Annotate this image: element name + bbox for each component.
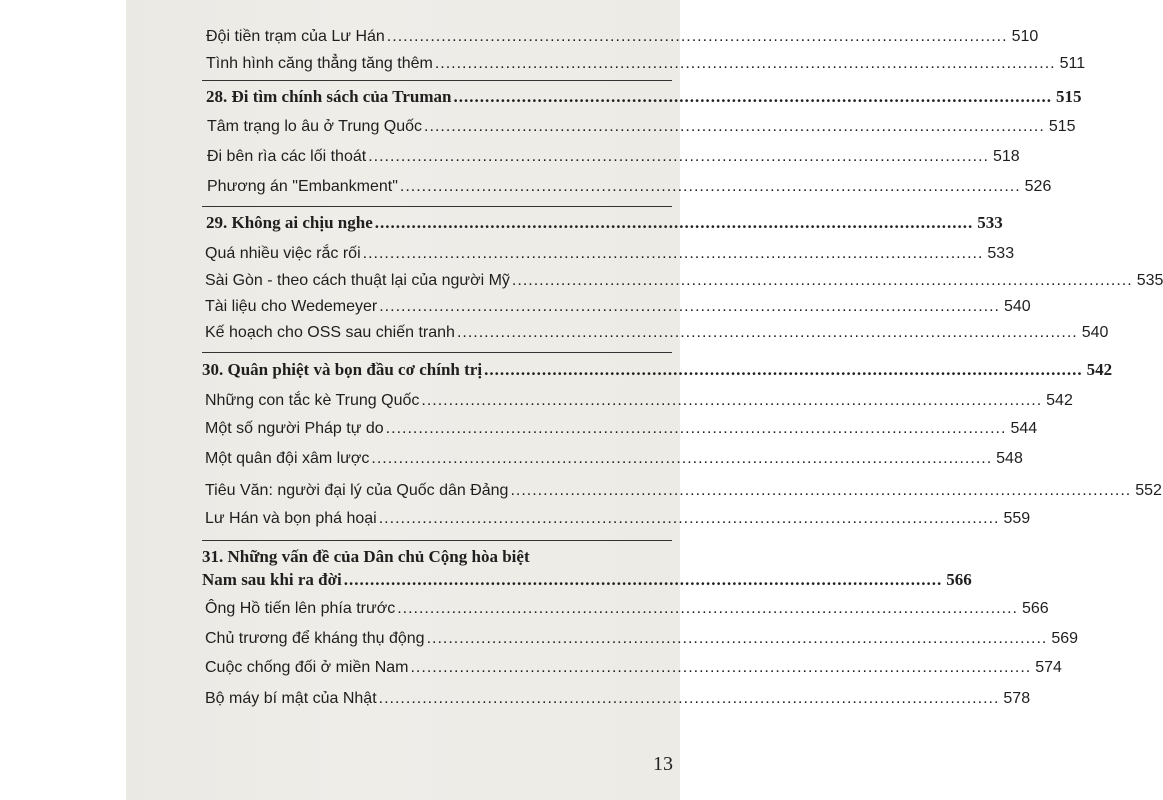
- toc-entry-page: 552: [1135, 482, 1162, 499]
- toc-chapter-title: 29. Không ai chịu nghe: [206, 213, 373, 232]
- toc-leader-dots: ..................................................................................................................: [385, 420, 1007, 437]
- toc-entry-title: Một quân đội xâm lược: [205, 450, 370, 467]
- toc-leader-dots: ..................................................................................................................: [434, 55, 1056, 72]
- toc-leader-dots: ..................................................................................................................: [510, 482, 1132, 499]
- toc-entry-page: 540: [1004, 298, 1031, 315]
- toc-chapter-title: Nam sau khi ra đời: [202, 570, 342, 589]
- toc-entry-title: Cuộc chống đối ở miền Nam: [205, 659, 409, 676]
- toc-entry-title: Lư Hán và bọn phá hoại: [205, 510, 377, 527]
- toc-leader-dots: ..................................................................................................................: [368, 148, 989, 165]
- toc-leader-dots: ..................................................................................................................: [424, 118, 1045, 135]
- toc-entry: [205, 690, 1031, 720]
- toc-leader-dots: ..................................................................................................................: [410, 659, 1032, 676]
- toc-entry-title: Tâm trạng lo âu ở Trung Quốc: [207, 118, 423, 135]
- table-of-contents: [126, 0, 1163, 800]
- toc-entry-page: 515: [1048, 118, 1076, 135]
- toc-chapter: [206, 87, 1082, 117]
- toc-entry-title: Đội tiền trạm của Lư Hán: [206, 28, 385, 45]
- toc-leader-dots: ..................................................................................................................: [456, 324, 1078, 341]
- toc-entry-page: 544: [1010, 420, 1038, 437]
- toc-entry-page: 533: [987, 245, 1015, 262]
- toc-entry-page: 511: [1059, 55, 1086, 72]
- toc-leader-dots: ..................................................................................................................: [397, 600, 1018, 617]
- toc-entry: [205, 420, 1038, 450]
- toc-entry-page: 566: [1021, 600, 1049, 617]
- toc-entry-page: 510: [1011, 28, 1039, 45]
- toc-entry-page: 540: [1081, 324, 1109, 341]
- toc-entry-title: Quá nhiều việc rắc rối: [205, 245, 361, 262]
- toc-entry: [207, 178, 1052, 208]
- toc-entry: [207, 118, 1076, 148]
- toc-leader-dots: ..................................................................................................................: [484, 360, 1083, 379]
- toc-leader-dots: ..................................................................................................................: [378, 510, 1000, 527]
- toc-entry-page: 542: [1046, 392, 1073, 409]
- toc-entry-title: Sài Gòn - theo cách thuật lại của người Mỹ: [205, 272, 510, 289]
- toc-entry-title: Tài liệu cho Wedemeyer: [205, 298, 378, 315]
- book-page: [126, 0, 1163, 800]
- section-divider: [202, 352, 672, 353]
- toc-entry: [205, 450, 1023, 480]
- toc-chapter: [202, 360, 1113, 390]
- toc-chapter: [202, 570, 972, 600]
- toc-entry-page: 574: [1035, 659, 1062, 676]
- toc-chapter: [206, 213, 1003, 243]
- toc-entry: [206, 28, 1039, 58]
- toc-chapter-title: 28. Đi tìm chính sách của Truman: [206, 87, 452, 106]
- toc-leader-dots: ..................................................................................................................: [386, 28, 1008, 45]
- toc-entry-page: 569: [1051, 630, 1079, 647]
- toc-leader-dots: ..................................................................................................................: [511, 272, 1133, 289]
- toc-chapter-page: 533: [977, 213, 1003, 232]
- toc-leader-dots: ..................................................................................................................: [374, 213, 974, 232]
- toc-entry-title: Tiêu Văn: người đại lý của Quốc dân Đảng: [205, 482, 509, 499]
- toc-leader-dots: ..................................................................................................................: [371, 450, 993, 467]
- toc-entry: [207, 148, 1020, 178]
- toc-leader-dots: ..................................................................................................................: [378, 690, 1000, 707]
- toc-leader-dots: ..................................................................................................................: [426, 630, 1048, 647]
- toc-entry-title: Phương án "Embankment": [207, 178, 398, 195]
- toc-leader-dots: ..................................................................................................................: [379, 298, 1000, 315]
- toc-entry: [205, 324, 1109, 354]
- toc-entry-page: 559: [1003, 510, 1031, 527]
- toc-leader-dots: ..................................................................................................................: [343, 570, 943, 589]
- toc-leader-dots: ..................................................................................................................: [362, 245, 984, 262]
- toc-chapter-page: 515: [1055, 87, 1082, 106]
- section-divider: [202, 540, 672, 541]
- section-divider: [202, 80, 672, 81]
- toc-leader-dots: ..................................................................................................................: [421, 392, 1043, 409]
- toc-entry-title: Đi bên rìa các lối thoát: [207, 148, 367, 165]
- toc-chapter-title-line1: 31. Những vấn đề của Dân chủ Cộng hòa biệt: [202, 547, 530, 566]
- toc-leader-dots: ..................................................................................................................: [399, 178, 1021, 195]
- toc-entry-page: 518: [992, 148, 1020, 165]
- section-divider: [202, 206, 672, 207]
- toc-chapter-page: 566: [946, 570, 972, 589]
- toc-entry-title: Ông Hồ tiến lên phía trước: [205, 600, 396, 617]
- toc-entry-title: Những con tắc kè Trung Quốc: [205, 392, 420, 409]
- toc-entry: [205, 600, 1049, 630]
- toc-entry-page: 526: [1024, 178, 1052, 195]
- toc-entry-title: Kế hoạch cho OSS sau chiến tranh: [205, 324, 455, 341]
- toc-entry-title: Chủ trương để kháng thụ động: [205, 630, 425, 647]
- toc-entry: [205, 245, 1015, 275]
- toc-chapter-page: 542: [1086, 360, 1113, 379]
- toc-entry: [205, 630, 1079, 660]
- toc-entry: [205, 510, 1031, 540]
- toc-entry: [205, 482, 1162, 512]
- toc-chapter-title: 30. Quân phiệt và bọn đầu cơ chính trị: [202, 360, 483, 379]
- toc-leader-dots: ..................................................................................................................: [453, 87, 1052, 106]
- toc-entry-title: Bộ máy bí mật của Nhật: [205, 690, 377, 707]
- toc-entry-page: 548: [996, 450, 1023, 467]
- toc-entry: [205, 659, 1062, 689]
- page-number: 13: [653, 753, 673, 775]
- toc-entry: [205, 392, 1073, 422]
- toc-entry-page: 578: [1003, 690, 1031, 707]
- toc-entry-title: Tình hình căng thẳng tăng thêm: [206, 55, 433, 72]
- toc-entry-title: Một số người Pháp tự do: [205, 420, 384, 437]
- toc-entry-page: 535: [1136, 272, 1163, 289]
